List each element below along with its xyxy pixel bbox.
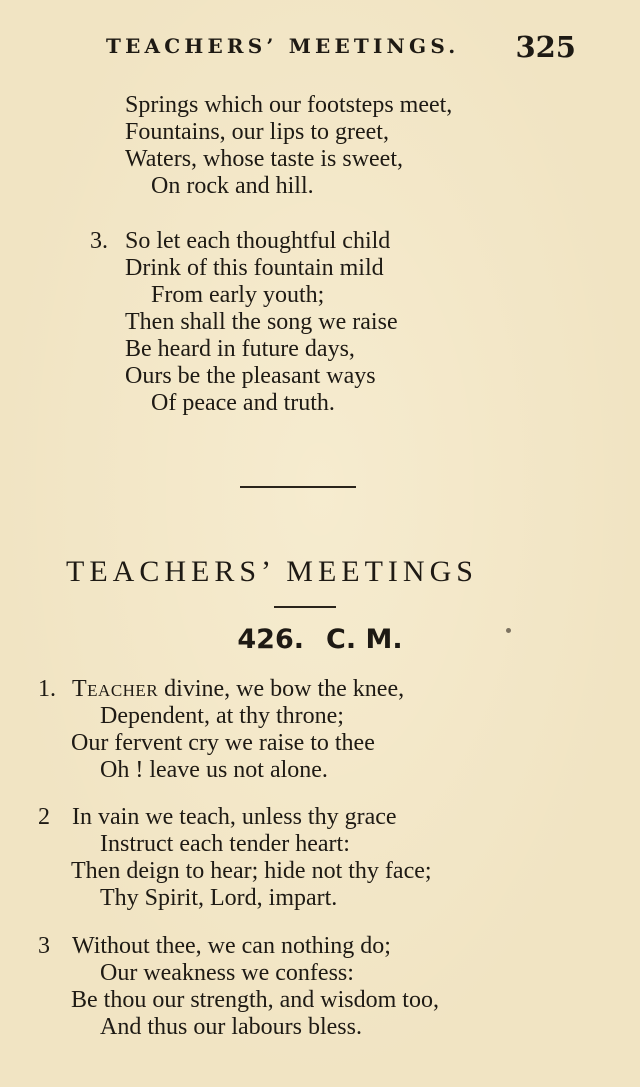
running-title: TEACHERS’ MEETINGS.	[106, 34, 460, 58]
verse-line: Oh ! leave us not alone.	[100, 757, 328, 783]
stanza-number: 1.	[38, 676, 56, 702]
verse-line: 1. Teacher divine, we bow the knee,	[38, 676, 405, 702]
verse-line: On rock and hill.	[151, 173, 314, 199]
verse-line: 3 Without thee, we can nothing do;	[38, 933, 391, 959]
stanza-number: 2	[38, 804, 50, 830]
previous-stanza-2-end	[125, 92, 452, 200]
running-head	[0, 30, 640, 64]
verse-line: Springs which our footsteps meet,	[125, 92, 453, 118]
verse-line: Of peace and truth.	[151, 390, 335, 416]
verse-line: Our fervent cry we raise to thee	[71, 730, 375, 756]
hymn-number: 426.	[237, 624, 304, 655]
hymn-separator-rule	[240, 486, 356, 488]
verse-line: Be heard in future days,	[125, 336, 355, 362]
verse-line: Dependent, at thy throne;	[100, 703, 344, 729]
section-title-rule	[274, 606, 336, 608]
verse-line: And thus our labours bless.	[100, 1014, 362, 1040]
verse-line: Waters, whose taste is sweet,	[125, 146, 403, 172]
hymn-meter: C. M.	[326, 624, 403, 655]
hymn-stanza-3	[38, 933, 439, 1041]
verse-line: Ours be the pleasant ways	[125, 363, 376, 389]
ink-speck	[506, 628, 511, 633]
verse-line: Then shall the song we raise	[125, 309, 398, 335]
verse-line: 3. So let each thoughtful child	[90, 228, 391, 254]
verse-line: Be thou our strength, and wisdom too,	[71, 987, 439, 1013]
hymn-stanza-2	[38, 804, 432, 912]
verse-line: 2 In vain we teach, unless thy grace	[38, 804, 397, 830]
first-word: Teacher	[72, 676, 159, 702]
verse-line: Our weakness we confess:	[100, 960, 354, 986]
stanza-number: 3.	[90, 228, 108, 254]
verse-line: Fountains, our lips to greet,	[125, 119, 389, 145]
page-number: 325	[515, 30, 576, 64]
verse-line: Thy Spirit, Lord, impart.	[100, 885, 338, 911]
verse-line: Then deign to hear; hide not thy face;	[71, 858, 432, 884]
stanza-number: 3	[38, 933, 50, 959]
hymn-stanza-1	[38, 676, 404, 784]
verse-line: Instruct each tender heart:	[100, 831, 350, 857]
hymn-heading	[0, 624, 640, 655]
verse-line: Drink of this fountain mild	[125, 255, 384, 281]
previous-stanza-3	[90, 228, 398, 417]
verse-line: From early youth;	[151, 282, 325, 308]
section-title: TEACHERS’ MEETINGS	[66, 555, 478, 588]
